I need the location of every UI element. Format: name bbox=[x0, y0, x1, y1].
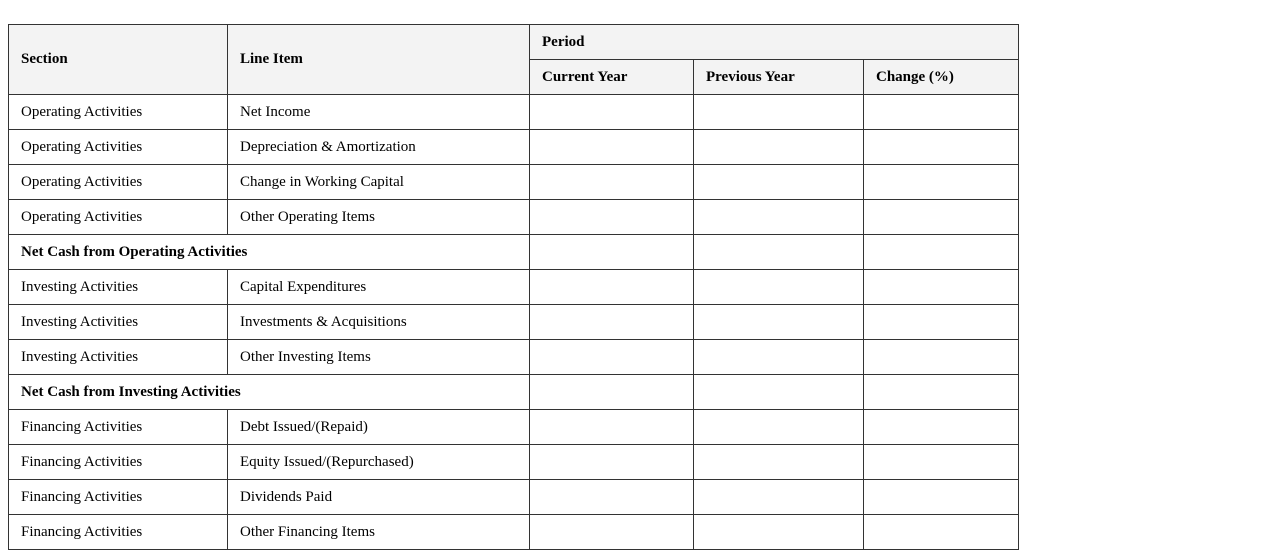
line-item-cell: Investments & Acquisitions bbox=[228, 305, 530, 340]
section-cell: Investing Activities bbox=[9, 305, 228, 340]
change-cell bbox=[864, 235, 1019, 270]
section-cell: Investing Activities bbox=[9, 340, 228, 375]
header-period: Period bbox=[530, 25, 1019, 60]
change-cell bbox=[864, 95, 1019, 130]
header-current-year: Current Year bbox=[530, 60, 694, 95]
header-line-item: Line Item bbox=[228, 25, 530, 95]
change-cell bbox=[864, 480, 1019, 515]
line-item-cell: Other Financing Items bbox=[228, 515, 530, 550]
current-year-cell bbox=[530, 130, 694, 165]
change-cell bbox=[864, 305, 1019, 340]
previous-year-cell bbox=[694, 270, 864, 305]
change-cell bbox=[864, 200, 1019, 235]
previous-year-cell bbox=[694, 340, 864, 375]
current-year-cell bbox=[530, 410, 694, 445]
current-year-cell bbox=[530, 95, 694, 130]
line-item-cell: Other Operating Items bbox=[228, 200, 530, 235]
header-previous-year: Previous Year bbox=[694, 60, 864, 95]
section-cell: Financing Activities bbox=[9, 445, 228, 480]
table-row bbox=[9, 515, 1019, 550]
table-body bbox=[9, 95, 1019, 550]
change-cell bbox=[864, 375, 1019, 410]
table-row bbox=[9, 480, 1019, 515]
previous-year-cell bbox=[694, 305, 864, 340]
current-year-cell bbox=[530, 235, 694, 270]
previous-year-cell bbox=[694, 480, 864, 515]
change-cell bbox=[864, 445, 1019, 480]
table-row bbox=[9, 200, 1019, 235]
current-year-cell bbox=[530, 200, 694, 235]
change-cell bbox=[864, 410, 1019, 445]
section-cell: Financing Activities bbox=[9, 410, 228, 445]
header-section: Section bbox=[9, 25, 228, 95]
line-item-cell: Debt Issued/(Repaid) bbox=[228, 410, 530, 445]
change-cell bbox=[864, 515, 1019, 550]
line-item-cell: Capital Expenditures bbox=[228, 270, 530, 305]
line-item-cell: Other Investing Items bbox=[228, 340, 530, 375]
section-cell: Operating Activities bbox=[9, 95, 228, 130]
section-cell: Financing Activities bbox=[9, 515, 228, 550]
cash-flow-table bbox=[8, 24, 1019, 550]
header-change: Change (%) bbox=[864, 60, 1019, 95]
change-cell bbox=[864, 340, 1019, 375]
section-cell: Operating Activities bbox=[9, 130, 228, 165]
line-item-cell: Net Income bbox=[228, 95, 530, 130]
previous-year-cell bbox=[694, 410, 864, 445]
subtotal-row bbox=[9, 235, 1019, 270]
subtotal-row bbox=[9, 375, 1019, 410]
previous-year-cell bbox=[694, 445, 864, 480]
table-row bbox=[9, 445, 1019, 480]
subtotal-label: Net Cash from Operating Activities bbox=[9, 235, 530, 270]
current-year-cell bbox=[530, 480, 694, 515]
line-item-cell: Depreciation & Amortization bbox=[228, 130, 530, 165]
line-item-cell: Change in Working Capital bbox=[228, 165, 530, 200]
section-cell: Financing Activities bbox=[9, 480, 228, 515]
table-row bbox=[9, 410, 1019, 445]
table-row bbox=[9, 270, 1019, 305]
table-row bbox=[9, 95, 1019, 130]
change-cell bbox=[864, 165, 1019, 200]
current-year-cell bbox=[530, 340, 694, 375]
previous-year-cell bbox=[694, 95, 864, 130]
section-cell: Investing Activities bbox=[9, 270, 228, 305]
current-year-cell bbox=[530, 375, 694, 410]
previous-year-cell bbox=[694, 200, 864, 235]
current-year-cell bbox=[530, 305, 694, 340]
current-year-cell bbox=[530, 270, 694, 305]
current-year-cell bbox=[530, 445, 694, 480]
change-cell bbox=[864, 130, 1019, 165]
table-row bbox=[9, 165, 1019, 200]
header-row-top bbox=[9, 25, 1019, 60]
table-row bbox=[9, 305, 1019, 340]
previous-year-cell bbox=[694, 165, 864, 200]
table-row bbox=[9, 340, 1019, 375]
current-year-cell bbox=[530, 165, 694, 200]
line-item-cell: Dividends Paid bbox=[228, 480, 530, 515]
change-cell bbox=[864, 270, 1019, 305]
line-item-cell: Equity Issued/(Repurchased) bbox=[228, 445, 530, 480]
previous-year-cell bbox=[694, 515, 864, 550]
section-cell: Operating Activities bbox=[9, 165, 228, 200]
previous-year-cell bbox=[694, 130, 864, 165]
table-header bbox=[9, 25, 1019, 95]
previous-year-cell bbox=[694, 375, 864, 410]
subtotal-label: Net Cash from Investing Activities bbox=[9, 375, 530, 410]
current-year-cell bbox=[530, 515, 694, 550]
table-row bbox=[9, 130, 1019, 165]
previous-year-cell bbox=[694, 235, 864, 270]
section-cell: Operating Activities bbox=[9, 200, 228, 235]
